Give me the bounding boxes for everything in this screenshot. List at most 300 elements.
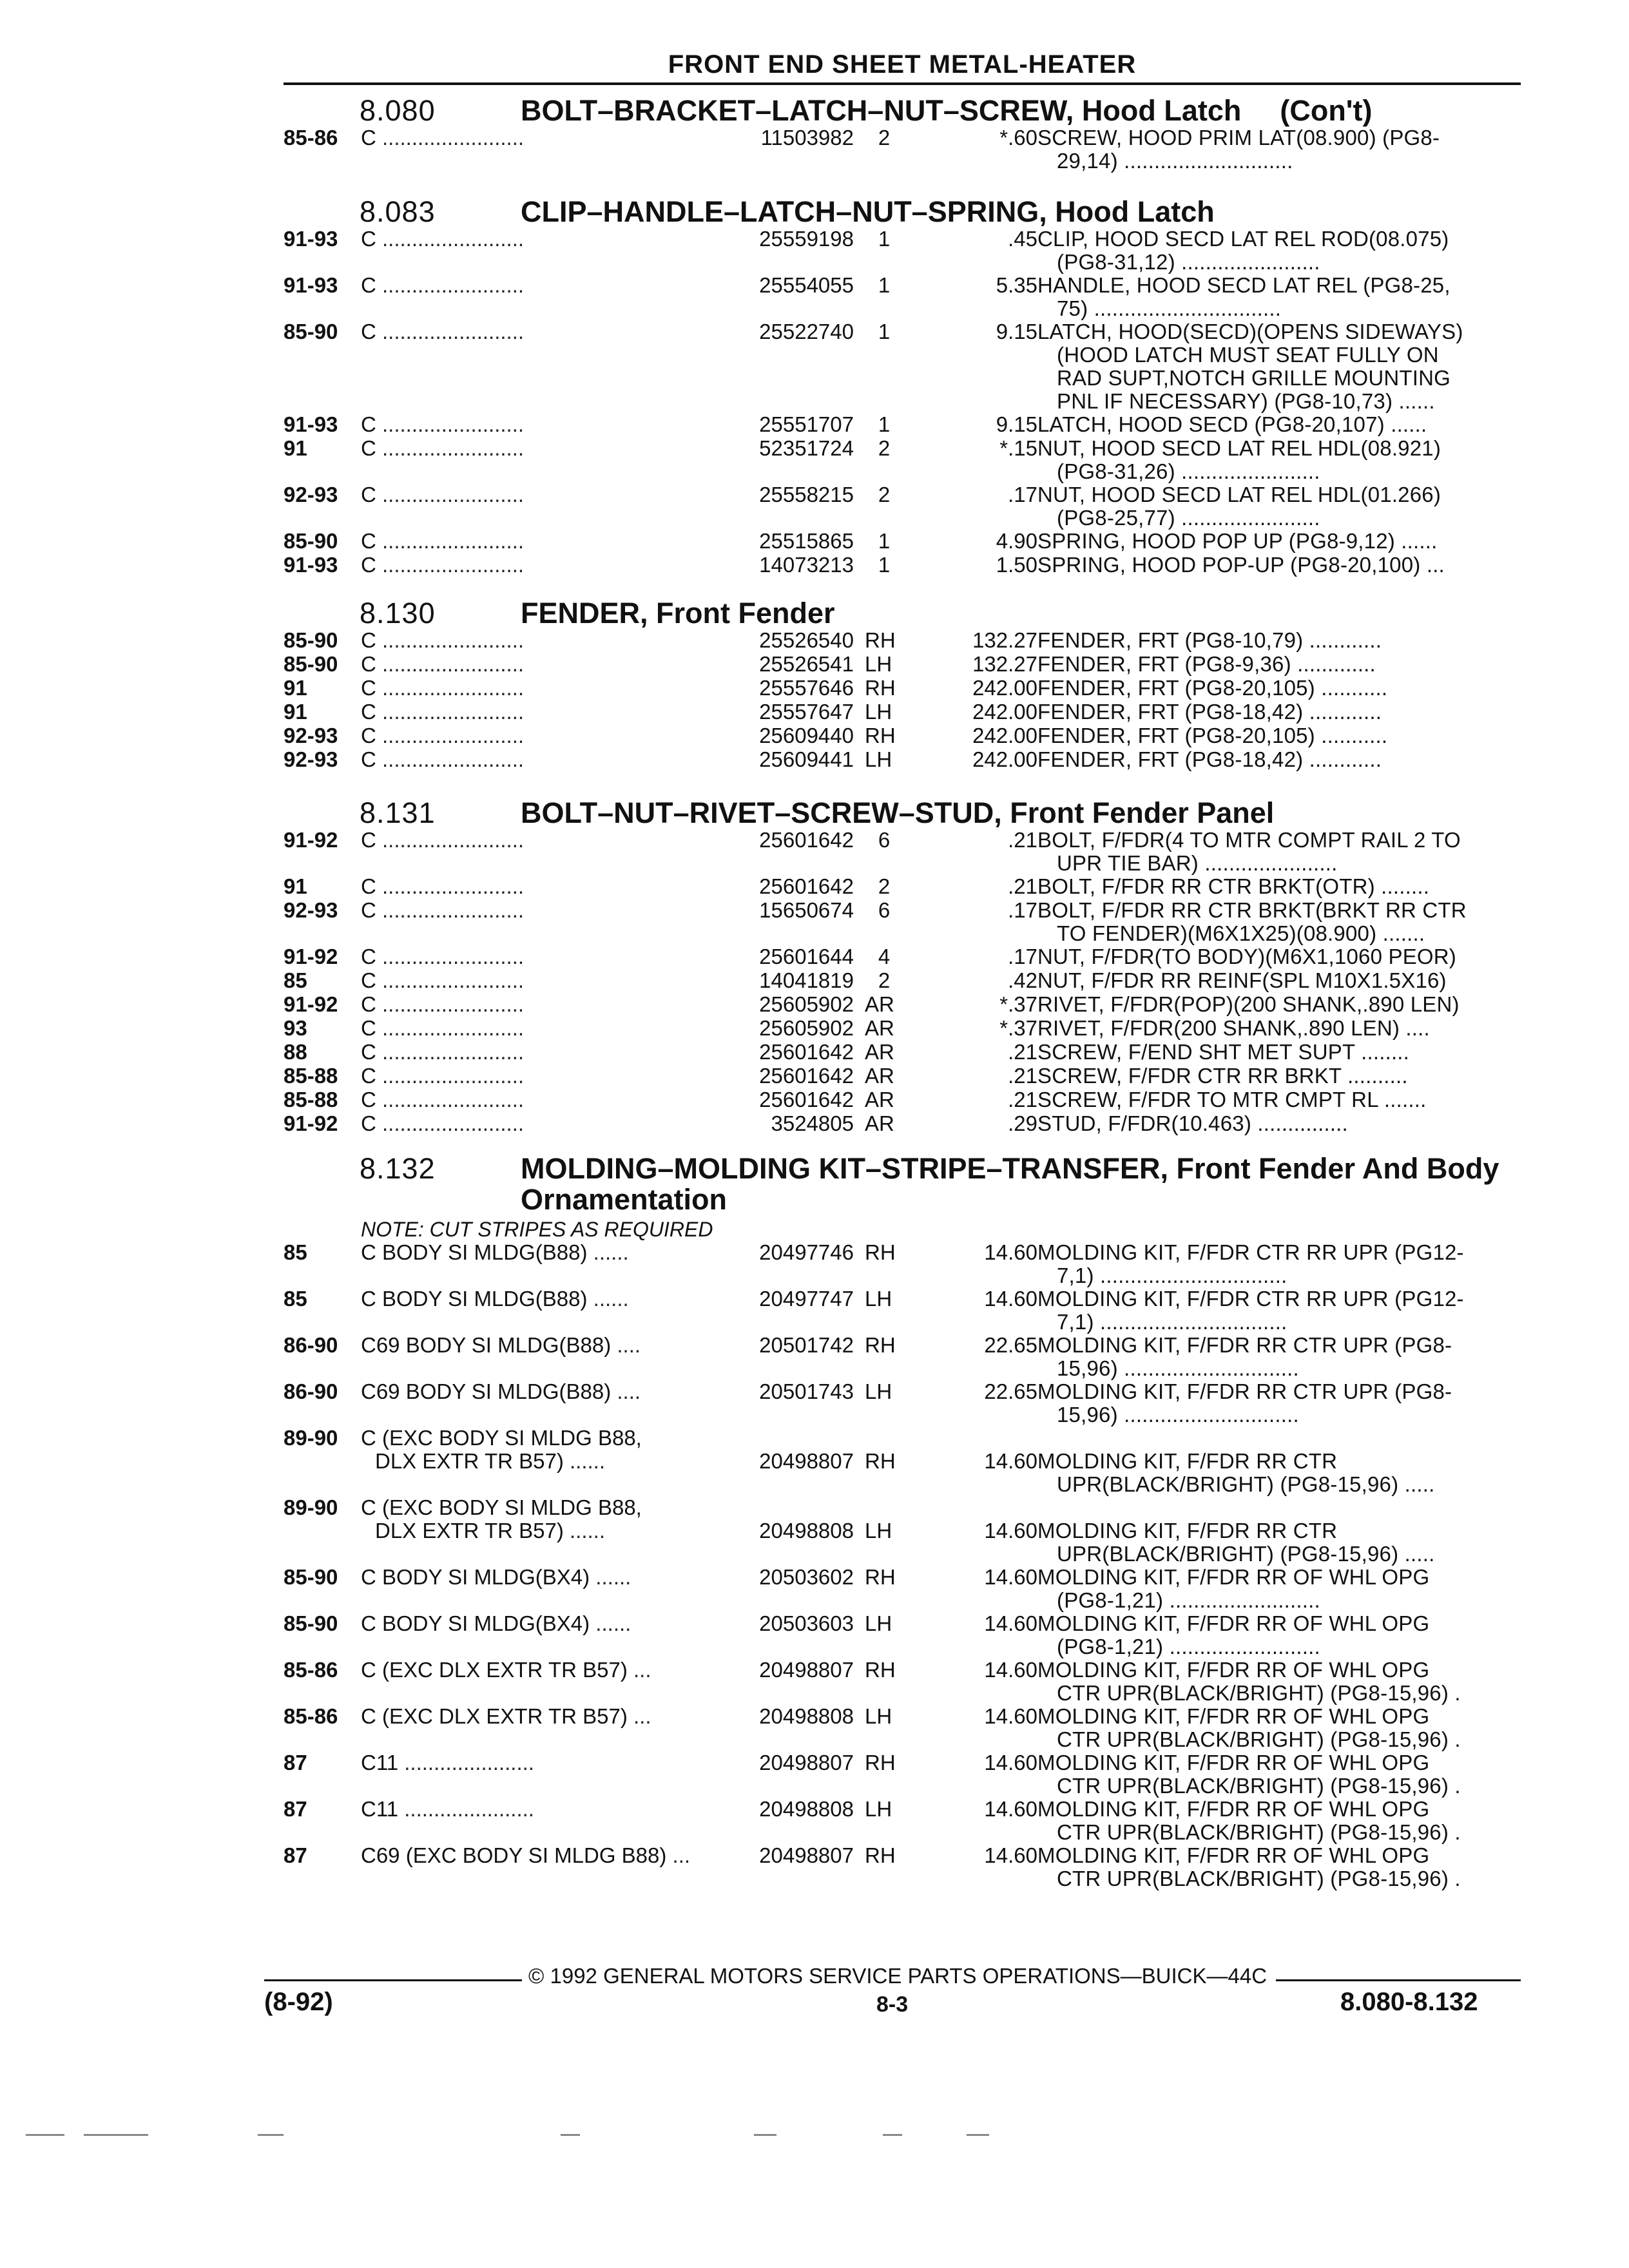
description-line: FENDER, FRT (PG8-9,36) ............. bbox=[1037, 652, 1376, 676]
table-row bbox=[284, 677, 1521, 700]
description-line: NUT, HOOD SECD LAT REL HDL(01.266) bbox=[1037, 483, 1441, 506]
part-description bbox=[1037, 413, 1521, 436]
leader-dots: ........................ bbox=[376, 700, 530, 724]
part-number: 20498807 bbox=[759, 1449, 854, 1473]
section-title: CLIP–HANDLE–LATCH–NUT–SPRING, Hood Latch bbox=[521, 195, 1215, 228]
description-line: NUT, F/FDR RR REINF(SPL M10X1.5X16) bbox=[1037, 968, 1447, 992]
part-number: 25526540 bbox=[759, 628, 854, 652]
quantity: RH bbox=[865, 1449, 896, 1473]
price: 14.60 bbox=[984, 1611, 1037, 1635]
description-line: LATCH, HOOD SECD (PG8-20,107) ...... bbox=[1037, 412, 1427, 436]
model-code: C bbox=[361, 530, 376, 553]
table-row bbox=[284, 875, 1521, 899]
section-title: BOLT–NUT–RIVET–SCREW–STUD, Front Fender Panel bbox=[521, 796, 1275, 829]
description-line: CTR UPR(BLACK/BRIGHT) (PG8-15,96) . bbox=[1057, 1727, 1461, 1751]
price: 14.60 bbox=[984, 1704, 1037, 1728]
price: 242.00 bbox=[972, 676, 1037, 700]
table-row bbox=[284, 126, 1521, 173]
table-row bbox=[284, 1612, 1521, 1658]
model-code: C bbox=[361, 1017, 376, 1040]
description-line: CLIP, HOOD SECD LAT REL ROD(08.075) bbox=[1037, 227, 1449, 251]
quantity: 1 bbox=[878, 227, 891, 251]
part-number: 3524805 bbox=[771, 1111, 854, 1135]
part-number: 25609441 bbox=[759, 747, 854, 771]
price: 242.00 bbox=[972, 700, 1037, 724]
model-code: C11 bbox=[361, 1798, 399, 1821]
quantity: 6 bbox=[878, 828, 891, 852]
model-years: 85-90 bbox=[284, 628, 338, 652]
quantity: LH bbox=[865, 1611, 892, 1635]
section-heading bbox=[284, 1153, 1521, 1215]
part-description bbox=[1037, 1705, 1521, 1751]
part-number: 25559198 bbox=[759, 227, 854, 251]
table-row bbox=[284, 274, 1521, 320]
part-description bbox=[1037, 227, 1521, 274]
price: *.37 bbox=[999, 992, 1037, 1016]
description-line: CTR UPR(BLACK/BRIGHT) (PG8-15,96) . bbox=[1057, 1820, 1461, 1844]
table-row bbox=[284, 1751, 1521, 1798]
model-years: 87 bbox=[284, 1843, 307, 1867]
part-description bbox=[1037, 969, 1521, 992]
section-title: MOLDING–MOLDING KIT–STRIPE–TRANSFER, Front Fender And Body Ornamentation bbox=[521, 1152, 1499, 1216]
part-description bbox=[1037, 1519, 1521, 1566]
part-number: 25605902 bbox=[759, 1016, 854, 1040]
description-line: FENDER, FRT (PG8-20,105) ........... bbox=[1037, 676, 1388, 700]
description-line: 15,96) ............................. bbox=[1057, 1403, 1299, 1427]
description-line: BOLT, F/FDR RR CTR BRKT(OTR) ........ bbox=[1037, 874, 1430, 898]
description-line: MOLDING KIT, F/FDR RR CTR bbox=[1037, 1519, 1338, 1542]
description-line: MOLDING KIT, F/FDR RR CTR UPR (PG8- bbox=[1037, 1333, 1452, 1357]
quantity: RH bbox=[865, 1658, 896, 1682]
part-number: 25554055 bbox=[759, 273, 854, 297]
quantity: RH bbox=[865, 1240, 896, 1264]
part-description bbox=[1037, 1450, 1521, 1496]
part-description bbox=[1037, 1380, 1521, 1427]
table-row bbox=[284, 629, 1521, 653]
quantity: LH bbox=[865, 1287, 892, 1311]
page-title: FRONT END SHEET METAL-HEATER bbox=[668, 50, 1137, 79]
model-code: C bbox=[361, 1088, 376, 1111]
price: .17 bbox=[1008, 898, 1037, 922]
model-years: 85 bbox=[284, 968, 307, 992]
model-code: C bbox=[361, 413, 376, 436]
part-description bbox=[1037, 1112, 1521, 1135]
part-description bbox=[1037, 1088, 1521, 1111]
leader-dots: ........................ bbox=[376, 748, 530, 771]
price: 1.50 bbox=[996, 553, 1037, 577]
model-years: 85-90 bbox=[284, 1611, 338, 1635]
part-description bbox=[1037, 1751, 1521, 1798]
quantity: 1 bbox=[878, 412, 891, 436]
footer-rule-right bbox=[1276, 1979, 1521, 1981]
description-line: MOLDING KIT, F/FDR RR CTR bbox=[1037, 1449, 1338, 1473]
part-description bbox=[1037, 724, 1521, 747]
section-8-130 bbox=[284, 598, 1521, 772]
model-years: 92-93 bbox=[284, 898, 338, 922]
price: 242.00 bbox=[972, 747, 1037, 771]
description-line: MOLDING KIT, F/FDR RR OF WHL OPG bbox=[1037, 1797, 1430, 1821]
leader-dots: ........................ bbox=[376, 993, 530, 1016]
table-row bbox=[284, 1705, 1521, 1751]
model-code: C69 (EXC BODY SI MLDG B88) bbox=[361, 1844, 667, 1867]
model-code: C bbox=[361, 629, 376, 652]
description-line: 15,96) ............................. bbox=[1057, 1356, 1299, 1380]
section-heading bbox=[284, 798, 1521, 829]
table-row bbox=[284, 1088, 1521, 1112]
model-code: C bbox=[361, 1112, 376, 1135]
footer-copyright: © 1992 GENERAL MOTORS SERVICE PARTS OPERATIONS—BUICK—44C bbox=[528, 1964, 1268, 1988]
model-code: C bbox=[361, 126, 376, 149]
section-number: 8.083 bbox=[360, 195, 436, 228]
price: .17 bbox=[1008, 483, 1037, 506]
quantity: AR bbox=[865, 1040, 894, 1064]
table-row bbox=[284, 1334, 1521, 1380]
model-code-continued: DLX EXTR TR B57) bbox=[375, 1449, 564, 1473]
leader-dots: ...... bbox=[590, 1612, 637, 1635]
table-row bbox=[284, 1427, 1521, 1496]
part-number: 25526541 bbox=[759, 652, 854, 676]
price: .29 bbox=[1008, 1111, 1037, 1135]
model-code: C BODY SI MLDG(BX4) bbox=[361, 1612, 590, 1635]
model-years: 89-90 bbox=[284, 1426, 338, 1450]
description-line: SCREW, F/FDR TO MTR CMPT RL ....... bbox=[1037, 1088, 1427, 1111]
quantity: RH bbox=[865, 676, 896, 700]
quantity: LH bbox=[865, 1519, 892, 1542]
part-description bbox=[1037, 700, 1521, 724]
description-line: SCREW, F/FDR CTR RR BRKT .......... bbox=[1037, 1064, 1408, 1088]
footer-rule-left bbox=[264, 1979, 522, 1981]
table-row bbox=[284, 1112, 1521, 1136]
part-description bbox=[1037, 1566, 1521, 1612]
part-description bbox=[1037, 1658, 1521, 1705]
leader-dots: ........................ bbox=[376, 1064, 530, 1088]
price: 14.60 bbox=[984, 1843, 1037, 1867]
price: .17 bbox=[1008, 945, 1037, 968]
section-title: FENDER, Front Fender bbox=[521, 597, 835, 629]
model-years: 92-93 bbox=[284, 724, 338, 747]
quantity: LH bbox=[865, 1379, 892, 1403]
description-line: SPRING, HOOD POP UP (PG8-9,12) ...... bbox=[1037, 529, 1438, 553]
price: 14.60 bbox=[984, 1658, 1037, 1682]
model-code: C BODY SI MLDG(BX4) bbox=[361, 1566, 590, 1589]
section-heading bbox=[284, 95, 1521, 126]
description-line: FENDER, FRT (PG8-18,42) ............ bbox=[1037, 700, 1382, 724]
price: 132.27 bbox=[972, 652, 1037, 676]
model-code: C bbox=[361, 724, 376, 747]
model-years: 91-92 bbox=[284, 1111, 338, 1135]
model-code: C BODY SI MLDG(B88) bbox=[361, 1287, 588, 1311]
table-row bbox=[284, 437, 1521, 483]
price: .42 bbox=[1008, 968, 1037, 992]
table-row bbox=[284, 899, 1521, 945]
part-number: 20498807 bbox=[759, 1751, 854, 1774]
table-row bbox=[284, 1041, 1521, 1064]
description-line: CTR UPR(BLACK/BRIGHT) (PG8-15,96) . bbox=[1057, 1681, 1461, 1705]
description-line: BOLT, F/FDR(4 TO MTR COMPT RAIL 2 TO bbox=[1037, 828, 1461, 852]
part-number: 25601644 bbox=[759, 945, 854, 968]
table-row bbox=[284, 748, 1521, 772]
model-years: 91-93 bbox=[284, 227, 338, 251]
part-number: 20501743 bbox=[759, 1379, 854, 1403]
quantity: 2 bbox=[878, 874, 891, 898]
description-line: RIVET, F/FDR(POP)(200 SHANK,.890 LEN) bbox=[1037, 992, 1460, 1016]
part-number: 11503982 bbox=[760, 126, 854, 149]
description-line: 29,14) ............................ bbox=[1057, 149, 1293, 173]
leader-dots: ........................ bbox=[376, 653, 530, 676]
description-line: STUD, F/FDR(10.463) ............... bbox=[1037, 1111, 1348, 1135]
part-number: 20498807 bbox=[759, 1658, 854, 1682]
model-code: C11 bbox=[361, 1751, 399, 1774]
table-row bbox=[284, 1566, 1521, 1612]
table-row bbox=[284, 1241, 1521, 1287]
table-row bbox=[284, 1844, 1521, 1890]
leader-dots: ........................ bbox=[376, 875, 530, 898]
model-years: 87 bbox=[284, 1751, 307, 1774]
leader-dots: ........................ bbox=[376, 1112, 530, 1135]
price: 14.60 bbox=[984, 1519, 1037, 1542]
description-line: MOLDING KIT, F/FDR RR OF WHL OPG bbox=[1037, 1843, 1430, 1867]
model-years: 91-92 bbox=[284, 945, 338, 968]
price: *.60 bbox=[999, 126, 1037, 149]
quantity: AR bbox=[865, 1088, 894, 1111]
leader-dots: ........................ bbox=[376, 320, 530, 343]
model-code: C (EXC BODY SI MLDG B88, bbox=[361, 1496, 642, 1519]
description-line: (PG8-25,77) ....................... bbox=[1057, 506, 1320, 530]
model-code: C bbox=[361, 483, 376, 506]
description-line: PNL IF NECESSARY) (PG8-10,73) ...... bbox=[1057, 389, 1435, 413]
part-description bbox=[1037, 748, 1521, 771]
description-line: UPR(BLACK/BRIGHT) (PG8-15,96) ..... bbox=[1057, 1542, 1435, 1566]
price: .21 bbox=[1008, 1064, 1037, 1088]
part-number: 20497746 bbox=[759, 1240, 854, 1264]
section-number: 8.130 bbox=[360, 597, 436, 629]
model-code: C bbox=[361, 553, 376, 577]
description-line: (PG8-31,26) ....................... bbox=[1057, 459, 1320, 483]
leader-dots: ........................ bbox=[376, 553, 530, 577]
quantity: 2 bbox=[878, 436, 891, 460]
description-line: (PG8-31,12) ....................... bbox=[1057, 250, 1320, 274]
part-description bbox=[1037, 829, 1521, 875]
leader-dots: .... bbox=[611, 1380, 647, 1403]
model-code: C bbox=[361, 437, 376, 460]
description-line: FENDER, FRT (PG8-20,105) ........... bbox=[1037, 724, 1388, 747]
leader-dots: ...... bbox=[563, 1519, 612, 1542]
leader-dots: ........................ bbox=[376, 945, 530, 968]
model-code: C bbox=[361, 875, 376, 898]
model-years: 85-90 bbox=[284, 652, 338, 676]
part-description bbox=[1037, 1844, 1521, 1890]
section-title: BOLT–BRACKET–LATCH–NUT–SCREW, Hood Latch bbox=[521, 94, 1242, 127]
leader-dots: ...................... bbox=[398, 1798, 541, 1821]
part-description bbox=[1037, 274, 1521, 320]
price: 14.60 bbox=[984, 1287, 1037, 1311]
part-description bbox=[1037, 1612, 1521, 1658]
model-years: 91 bbox=[284, 700, 307, 724]
model-years: 87 bbox=[284, 1797, 307, 1821]
model-code: C bbox=[361, 748, 376, 771]
part-number: 25558215 bbox=[759, 483, 854, 506]
section-8-132 bbox=[284, 1153, 1521, 1890]
model-years: 91-93 bbox=[284, 273, 338, 297]
leader-dots: ...... bbox=[587, 1287, 635, 1311]
table-row bbox=[284, 483, 1521, 530]
model-code: C bbox=[361, 945, 376, 968]
description-line: SCREW, HOOD PRIM LAT(08.900) (PG8- bbox=[1037, 126, 1440, 149]
model-code: C (EXC DLX EXTR TR B57) bbox=[361, 1705, 628, 1728]
part-description bbox=[1037, 629, 1521, 652]
price: 242.00 bbox=[972, 724, 1037, 747]
leader-dots: ........................ bbox=[376, 629, 530, 652]
part-description bbox=[1037, 553, 1521, 577]
price: 132.27 bbox=[972, 628, 1037, 652]
footer-section-range: 8.080-8.132 bbox=[1340, 1988, 1478, 2016]
price: .21 bbox=[1008, 1040, 1037, 1064]
table-row bbox=[284, 724, 1521, 748]
table-row bbox=[284, 1287, 1521, 1334]
model-years: 91-93 bbox=[284, 553, 338, 577]
model-years: 85-86 bbox=[284, 126, 338, 149]
table-row bbox=[284, 700, 1521, 724]
part-number: 25601642 bbox=[759, 1040, 854, 1064]
part-description bbox=[1037, 875, 1521, 898]
model-code: C bbox=[361, 969, 376, 992]
part-number: 52351724 bbox=[759, 436, 854, 460]
description-line: MOLDING KIT, F/FDR RR OF WHL OPG bbox=[1037, 1658, 1430, 1682]
quantity: 6 bbox=[878, 898, 891, 922]
leader-dots: ........................ bbox=[376, 829, 530, 852]
part-description bbox=[1037, 320, 1521, 413]
model-years: 85-88 bbox=[284, 1064, 338, 1088]
part-number: 14073213 bbox=[759, 553, 854, 577]
model-code: C69 BODY SI MLDG(B88) bbox=[361, 1380, 612, 1403]
model-years: 85-90 bbox=[284, 320, 338, 343]
model-code: C BODY SI MLDG(B88) bbox=[361, 1241, 588, 1264]
leader-dots: ... bbox=[627, 1658, 657, 1682]
footer-page-number: 8-3 bbox=[876, 1992, 909, 2017]
quantity: AR bbox=[865, 1064, 894, 1088]
description-line: UPR TIE BAR) ...................... bbox=[1057, 851, 1338, 875]
part-description bbox=[1037, 1041, 1521, 1064]
part-number: 20498807 bbox=[759, 1843, 854, 1867]
description-line: FENDER, FRT (PG8-10,79) ............ bbox=[1037, 628, 1382, 652]
leader-dots: ...... bbox=[563, 1449, 612, 1473]
table-row bbox=[284, 829, 1521, 875]
table-row bbox=[284, 945, 1521, 969]
section-number: 8.132 bbox=[360, 1152, 436, 1185]
price: 9.15 bbox=[996, 320, 1037, 343]
section-8-080 bbox=[284, 95, 1521, 173]
description-line: 7,1) ............................... bbox=[1057, 1264, 1287, 1287]
price: 14.60 bbox=[984, 1797, 1037, 1821]
table-row bbox=[284, 1017, 1521, 1041]
quantity: AR bbox=[865, 1111, 894, 1135]
model-years: 85-86 bbox=[284, 1704, 338, 1728]
model-years: 91-92 bbox=[284, 992, 338, 1016]
quantity: LH bbox=[865, 700, 892, 724]
leader-dots: ... bbox=[666, 1844, 697, 1867]
part-description bbox=[1037, 483, 1521, 530]
table-row bbox=[284, 653, 1521, 677]
table-row bbox=[284, 1064, 1521, 1088]
part-description bbox=[1037, 126, 1521, 173]
description-line: 7,1) ............................... bbox=[1057, 1310, 1287, 1334]
model-years: 91 bbox=[284, 874, 307, 898]
table-row bbox=[284, 1380, 1521, 1427]
part-description bbox=[1037, 1334, 1521, 1380]
part-number: 25601642 bbox=[759, 1064, 854, 1088]
description-line: MOLDING KIT, F/FDR RR OF WHL OPG bbox=[1037, 1611, 1430, 1635]
model-years: 86-90 bbox=[284, 1379, 338, 1403]
part-number: 25551707 bbox=[759, 412, 854, 436]
quantity: AR bbox=[865, 992, 894, 1016]
price: .45 bbox=[1008, 227, 1037, 251]
description-line: MOLDING KIT, F/FDR CTR RR UPR (PG12- bbox=[1037, 1240, 1464, 1264]
price: 5.35 bbox=[996, 273, 1037, 297]
part-number: 20498808 bbox=[759, 1797, 854, 1821]
leader-dots: ... bbox=[627, 1705, 657, 1728]
price: *.15 bbox=[999, 436, 1037, 460]
description-line: 75) ............................... bbox=[1057, 296, 1282, 320]
quantity: RH bbox=[865, 1565, 896, 1589]
quantity: RH bbox=[865, 1333, 896, 1357]
part-description bbox=[1037, 1064, 1521, 1088]
leader-dots: ........................ bbox=[376, 274, 530, 297]
table-row bbox=[284, 320, 1521, 413]
quantity: RH bbox=[865, 724, 896, 747]
model-years: 91 bbox=[284, 436, 307, 460]
part-description bbox=[1037, 993, 1521, 1016]
table-row bbox=[284, 1496, 1521, 1566]
table-row bbox=[284, 993, 1521, 1017]
description-line: (PG8-1,21) ......................... bbox=[1057, 1635, 1320, 1658]
model-code: C bbox=[361, 1041, 376, 1064]
model-code: C (EXC BODY SI MLDG B88, bbox=[361, 1427, 642, 1450]
table-row bbox=[284, 413, 1521, 437]
part-description bbox=[1037, 1798, 1521, 1844]
part-description bbox=[1037, 530, 1521, 553]
model-years: 91-92 bbox=[284, 828, 338, 852]
model-years: 91 bbox=[284, 676, 307, 700]
price: .21 bbox=[1008, 828, 1037, 852]
leader-dots: ........................ bbox=[376, 969, 530, 992]
part-number: 14041819 bbox=[759, 968, 854, 992]
model-years: 93 bbox=[284, 1016, 307, 1040]
description-line: MOLDING KIT, F/FDR CTR RR UPR (PG12- bbox=[1037, 1287, 1464, 1311]
model-code: C bbox=[361, 829, 376, 852]
description-line: NUT, F/FDR(TO BODY)(M6X1,1060 PEOR) bbox=[1037, 945, 1457, 968]
model-years: 85 bbox=[284, 1287, 307, 1311]
leader-dots: ...................... bbox=[398, 1751, 541, 1774]
part-number: 20497747 bbox=[759, 1287, 854, 1311]
part-number: 25557647 bbox=[759, 700, 854, 724]
quantity: 4 bbox=[878, 945, 891, 968]
part-number: 25557646 bbox=[759, 676, 854, 700]
price: 14.60 bbox=[984, 1751, 1037, 1774]
quantity: 1 bbox=[878, 553, 891, 577]
part-number: 25601642 bbox=[759, 1088, 854, 1111]
leader-dots: ........................ bbox=[376, 437, 530, 460]
section-heading bbox=[284, 197, 1521, 227]
description-line: (HOOD LATCH MUST SEAT FULLY ON bbox=[1057, 343, 1439, 367]
price: 9.15 bbox=[996, 412, 1037, 436]
leader-dots: ........................ bbox=[376, 227, 530, 251]
description-line: MOLDING KIT, F/FDR RR OF WHL OPG bbox=[1037, 1751, 1430, 1774]
model-years: 85-90 bbox=[284, 1565, 338, 1589]
table-row bbox=[284, 227, 1521, 274]
description-line: SPRING, HOOD POP-UP (PG8-20,100) ... bbox=[1037, 553, 1445, 577]
model-years: 85-90 bbox=[284, 529, 338, 553]
model-code: C bbox=[361, 1064, 376, 1088]
